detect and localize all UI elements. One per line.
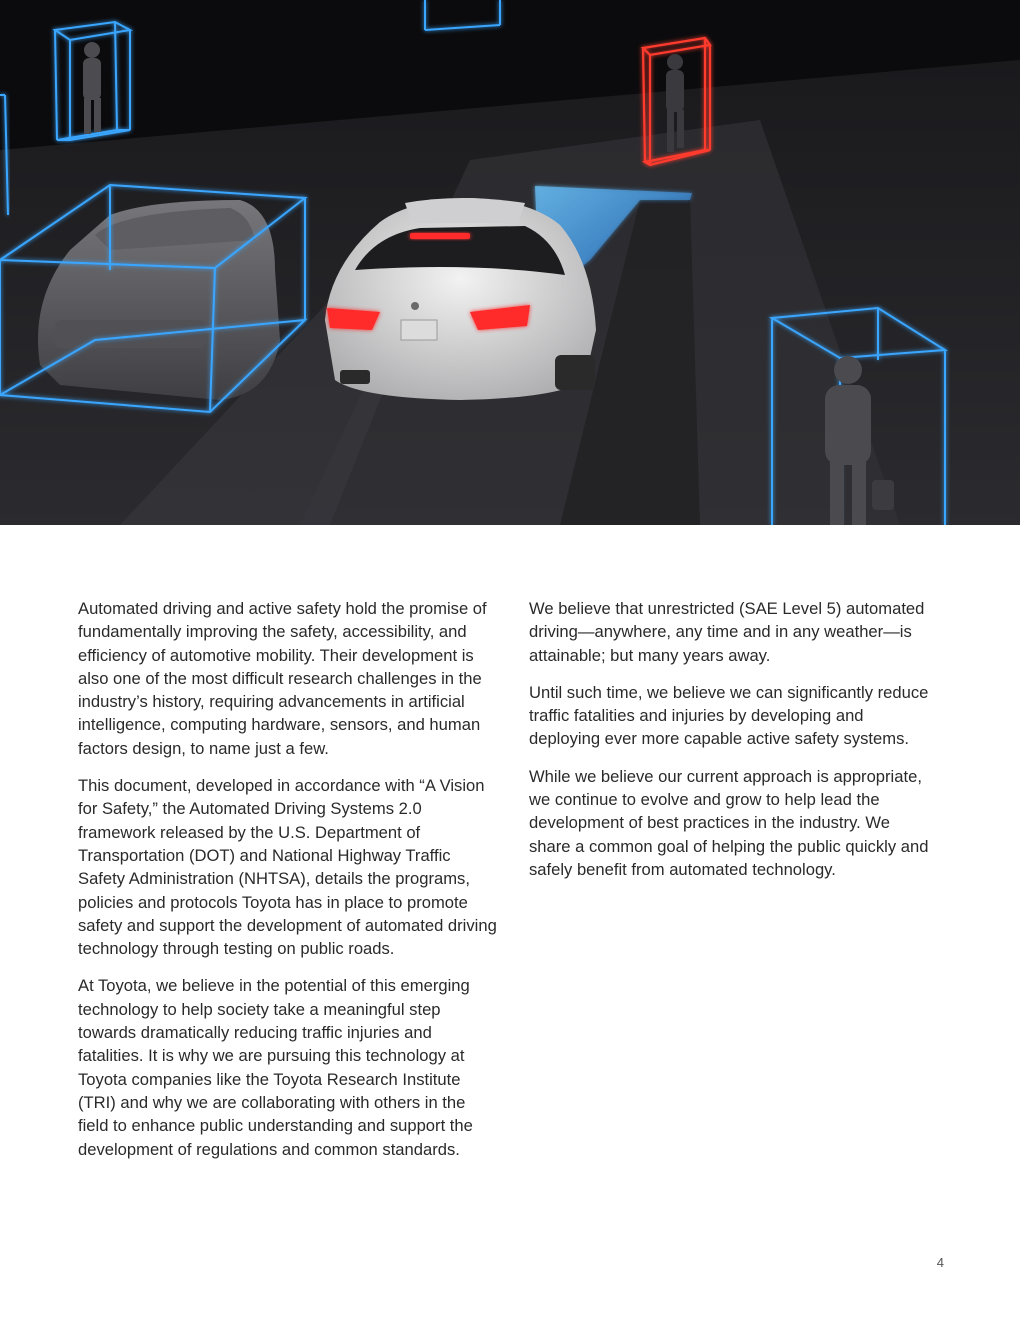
hero-image (0, 0, 1020, 525)
paragraph: While we believe our current approach is appropriate, we continue to evolve and grow to help lead the development of best practices in the industry. We share a common goal of helping the public quickly and safely benefit from automated technology. (529, 766, 929, 879)
left-column (78, 597, 498, 1175)
paragraph: Automated driving and active safety hold the promise of fundamentally improving the safety, accessibility, and efficiency of automotive mobility. Their development is also one of the most difficult research challenges in the industry’s history, requiring advancements in artificial intelligence, computing hardware, sensors, and human factors design, to name just a few. (78, 599, 487, 758)
paragraph: Until such time, we believe we can significantly reduce traffic fatalities and injuries by developing and deploying ever more capable active safety systems. (529, 682, 929, 749)
right-column (529, 597, 929, 895)
autonomous-vehicle-detection-scene-icon (0, 0, 1020, 525)
paragraph: We believe that unrestricted (SAE Level 5) automated driving—anywhere, any time and in any weather—is attainable; but many years away. (529, 599, 925, 665)
page-number: 4 (936, 1255, 944, 1270)
paragraph: At Toyota, we believe in the potential of this emerging technology to help society take a meaningful step towards dramatically reducing traffic injuries and fatalities. It is why we are pursuing this technology at Toyota companies like the Toyota Research Institute (TRI) and why we are collaborating with others in the field to enhance public understanding and support the development of regulations and common standards. (78, 976, 473, 1159)
paragraph: This document, developed in accordance with “A Vision for Safety,” the Automated Driving Systems 2.0 framework released by the U.S. Department of Transportation (DOT) and National Highway Traffic Safety Administration (NHTSA), details the programs, policies and protocols Toyota has in place to promote safety and support the development of automated driving technology through testing on public roads. (78, 776, 497, 959)
